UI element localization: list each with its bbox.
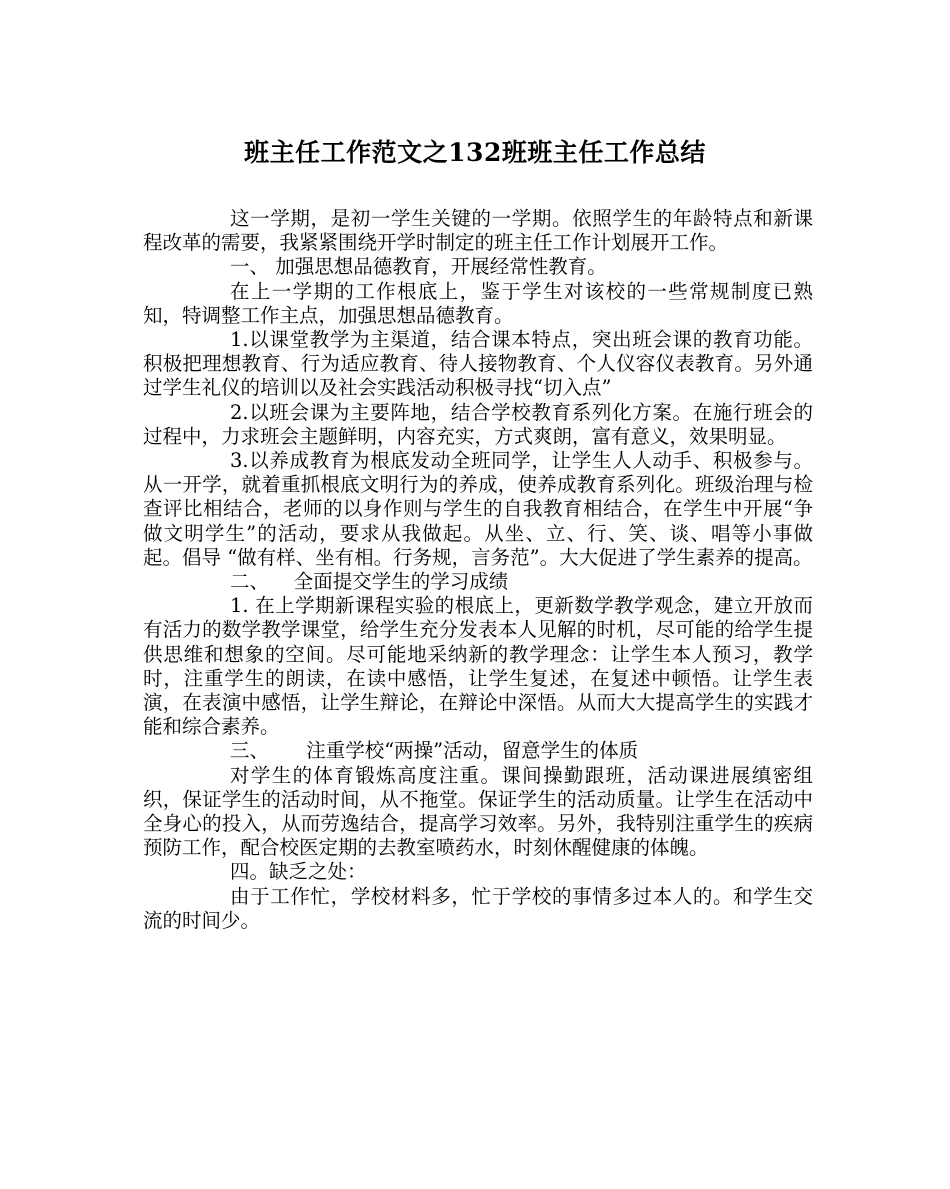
document-title: 班主任工作范文之132班班主任工作总结 — [244, 138, 706, 167]
list-item: 1.以课堂教学为主渠道，结合课本特点，突出班会课的教育功能。积极把理想教育、行为适应教育、待人接物教育、个人仪容仪表教育。另外通过学生礼仪的培训以及社会实践活动积极寻找“切入点” — [143, 328, 813, 400]
section-heading-1: 一、 加强思想品德教育，开展经常性教育。 — [230, 255, 607, 279]
document-body — [143, 207, 813, 933]
paragraph: 由于工作忙，学校材料多，忙于学校的事情多过本人的。和学生交流的时间少。 — [143, 884, 813, 932]
paragraph-intro: 这一学期，是初一学生关键的一学期。依照学生的年龄特点和新课程改革的需要，我紧紧围绕开学时制定的班主任工作计划展开工作。 — [143, 207, 813, 255]
section-heading-2: 二、 全面提交学生的学习成绩 — [230, 570, 509, 594]
paragraph: 在上一学期的工作根底上，鉴于学生对该校的一些常规制度已熟知，特调整工作主点，加强思想品德教育。 — [143, 279, 813, 327]
paragraph: 对学生的体育锻炼高度注重。课间操勤跟班，活动课进展缜密组织，保证学生的活动时间，从不拖堂。保证学生的活动质量。让学生在活动中全身心的投入，从而劳逸结合，提高学习效率。另外，我特别注重学生的疾病预防工作，配合校医定期的去教室喷药水，时刻休醒健康的体魄。 — [143, 763, 813, 860]
list-item: 2.以班会课为主要阵地，结合学校教育系列化方案。在施行班会的过程中，力求班会主题鲜明，内容充实，方式爽朗，富有意义，效果明显。 — [143, 400, 813, 448]
section-heading-3: 三、 注重学校“两操”活动，留意学生的体质 — [230, 739, 639, 763]
section-heading-4: 四。缺乏之处： — [230, 860, 367, 884]
list-item: 1. 在上学期新课程实验的根底上，更新数学教学观念，建立开放而有活力的数学教学课堂，给学生充分发表本人见解的时机，尽可能的给学生提供思维和想象的空间。尽可能地采纳新的教学理念：让学生本人预习，教学时，注重学生的朗读，在读中感悟，让学生复述，在复述中顿悟。让学生表演，在表演中感悟，让学生辩论，在辩论中深悟。从而大大提高学生的实践才能和综合素养。 — [143, 594, 813, 739]
list-item: 3.以养成教育为根底发动全班同学，让学生人人动手、积极参与。从一开学，就着重抓根底文明行为的养成，使养成教育系列化。班级治理与检查评比相结合，老师的以身作则与学生的自我教育相结合，在学生中开展“争做文明学生”的活动，要求从我做起。从坐、立、行、笑、谈、唱等小事做起。倡导 “做有样、坐有相。行务规，言务范”。大大促进了学生素养的提高。 — [143, 449, 813, 569]
